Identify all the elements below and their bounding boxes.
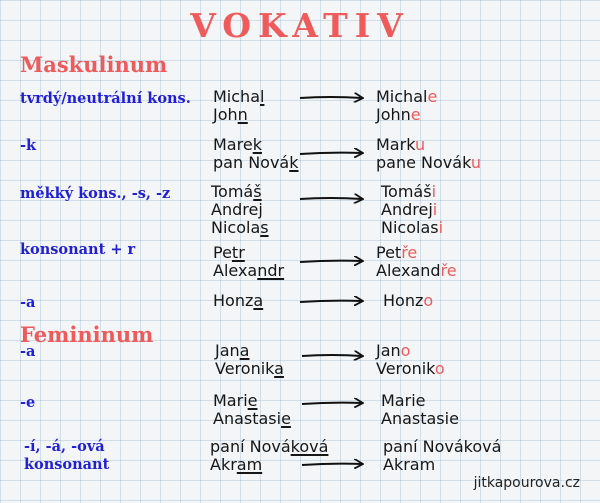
underlined-ending: ndr xyxy=(257,261,285,280)
underlined-ending: k xyxy=(289,153,299,172)
underlined-ending: k xyxy=(252,135,262,154)
underlined-ending: a xyxy=(274,359,284,378)
word-stem: pane Novák xyxy=(376,153,471,172)
arrow-icon xyxy=(302,355,362,356)
underlined-ending: s xyxy=(260,218,269,237)
underlined-ending: ková xyxy=(290,437,329,456)
arrow-icon xyxy=(300,97,362,98)
word-stem: Marie xyxy=(381,391,426,410)
arrow-icon xyxy=(300,301,362,302)
word-stem: paní Nová xyxy=(210,437,291,456)
word-stem: Nicola xyxy=(211,218,261,237)
vocative-ending: i xyxy=(432,200,438,219)
category-label-line: -í, -á, -ová xyxy=(24,438,105,455)
underlined-ending: am xyxy=(236,455,263,474)
vocative-ending: ře xyxy=(401,243,418,262)
word-stem: Mark xyxy=(376,135,415,154)
underlined-ending: e xyxy=(247,391,258,410)
section-heading-femininum: Femininum xyxy=(20,322,154,347)
word-stem: Tomá xyxy=(211,182,254,201)
word-stem: Akram xyxy=(383,455,436,474)
word-stem: Jan xyxy=(376,341,401,360)
arrow-icon xyxy=(300,198,362,199)
word-stem: Nicolas xyxy=(381,218,439,237)
underlined-ending: a xyxy=(239,341,250,360)
arrow-icon xyxy=(302,464,362,465)
vocative-ending: o xyxy=(423,291,434,310)
vocative-ending: o xyxy=(400,341,411,360)
word-stem: pan Nová xyxy=(213,153,290,172)
word-stem: Jan xyxy=(215,341,240,360)
word-stem: Veronik xyxy=(215,359,275,378)
underlined-ending: tr xyxy=(231,243,245,262)
category-label: -e xyxy=(20,394,36,411)
word-stem: Anastasi xyxy=(213,409,282,428)
word-stem: paní Nováková xyxy=(383,437,502,456)
word-stem: Mari xyxy=(213,391,248,410)
word-stem: Pe xyxy=(213,243,232,262)
section-heading-maskulinum: Maskulinum xyxy=(20,52,168,77)
word-stem: Honz xyxy=(213,291,254,310)
word-stem: Tomáš xyxy=(381,182,432,201)
word-stem: Joh xyxy=(213,105,238,124)
word-stem: Mare xyxy=(213,135,253,154)
category-label: -a xyxy=(20,343,36,360)
word-stem: Micha xyxy=(213,87,260,106)
arrow-icon xyxy=(300,261,362,262)
vocative-ending: e xyxy=(427,87,438,106)
vocative-ending: ře xyxy=(440,261,457,280)
page-title: VOKATIV xyxy=(190,6,410,45)
word-stem: Alexand xyxy=(376,261,441,280)
underlined-ending: n xyxy=(237,105,248,124)
category-label: měkký kons., -s, -z xyxy=(20,185,171,202)
vocative-ending: u xyxy=(470,153,481,172)
vocative-ending: i xyxy=(431,182,437,201)
word-stem: Andrej xyxy=(381,200,433,219)
underlined-ending: e xyxy=(281,409,291,428)
underlined-ending: a xyxy=(253,291,264,310)
word-stem: Honz xyxy=(383,291,424,310)
underlined-ending: l xyxy=(260,87,265,106)
category-label-line: konsonant xyxy=(24,456,110,473)
word-stem: Alexa xyxy=(213,261,258,280)
vocative-ending: e xyxy=(410,105,421,124)
word-stem: Andrej xyxy=(211,200,263,219)
vocative-ending: i xyxy=(438,218,444,237)
category-label: konsonant + r xyxy=(20,241,136,258)
category-label: -a xyxy=(20,294,36,311)
site-credit: jitkapourova.cz xyxy=(473,475,580,491)
word-stem: Pet xyxy=(376,243,402,262)
arrow-icon xyxy=(302,403,362,404)
category-label: tvrdý/neutrální kons. xyxy=(20,90,191,107)
word-stem: Michal xyxy=(376,87,428,106)
vocative-ending: o xyxy=(434,359,445,378)
word-stem: Veronik xyxy=(376,359,435,378)
word-stem: John xyxy=(376,105,411,124)
vocative-ending: u xyxy=(414,135,426,154)
word-stem: Anastasie xyxy=(381,409,459,428)
word-stem: Akr xyxy=(210,455,237,474)
category-label: -k xyxy=(20,137,37,154)
underlined-ending: š xyxy=(253,182,262,201)
arrow-icon xyxy=(300,153,362,154)
